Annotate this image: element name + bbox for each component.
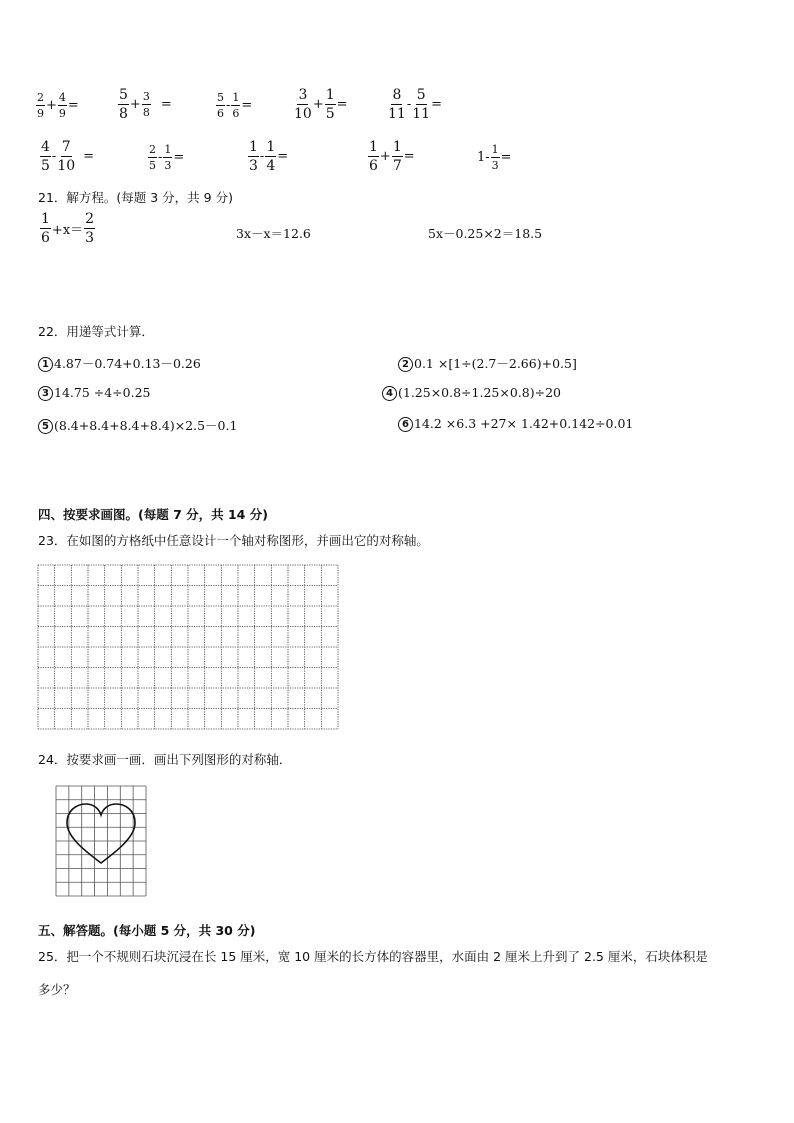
calc-item-3: 3 14.75 ÷4÷0.25 <box>38 385 151 401</box>
fraction-exercise: $\frac{2}{9}$ + $\frac{4}{9}$ = <box>37 91 79 120</box>
fraction: $\frac{2}{9}$ <box>37 91 44 120</box>
fraction-exercise: $\frac{8}{11}$ - $\frac{5}{11}$ = <box>388 87 442 122</box>
fraction: $\frac{1}{3}$ <box>491 143 499 172</box>
fraction: $\frac{5}{8}$ <box>119 87 128 122</box>
fraction: $\frac{4}{5}$ <box>41 139 50 174</box>
section-5-heading: 五、解答题。(每小题 5 分，共 30 分) <box>38 923 256 938</box>
fraction: $\frac{5}{6}$ <box>217 91 224 120</box>
fraction: $\frac{1}{4}$ <box>266 139 276 174</box>
fraction-exercise: $\frac{5}{8}$ + $\frac{3}{8}$ = <box>119 87 172 122</box>
section-4-heading: 四、按要求画图。(每题 7 分，共 14 分) <box>38 507 268 522</box>
fraction-exercise: $\frac{4}{5}$ - $\frac{7}{10}$ = <box>41 139 95 174</box>
fraction-exercise-row-2 <box>36 140 736 180</box>
equation-3: 5x－0.25×2＝18.5 <box>428 226 543 241</box>
fraction: $\frac{5}{11}$ <box>412 87 431 122</box>
fraction-exercise: $\frac{5}{6}$ - $\frac{1}{6}$ = <box>217 91 253 120</box>
fraction-exercise: $\frac{1}{6}$ + $\frac{1}{7}$ = <box>369 139 415 174</box>
question-21-title: 21．解方程。(每题 3 分，共 9 分) <box>38 190 233 205</box>
fraction: $\frac{1}{6}$ <box>369 139 378 174</box>
fraction: $\frac{7}{10}$ <box>57 139 76 174</box>
calc-item-1: 1 4.87－0.74+0.13－0.26 <box>38 354 201 372</box>
heart-grid-figure[interactable] <box>55 785 147 897</box>
calc-item-6: 6 14.2 ×6.3 +27× 1.42+0.142÷0.01 <box>398 416 633 432</box>
fraction: $\frac{3}{8}$ <box>142 90 150 119</box>
fraction: $\frac{1}{7}$ <box>392 139 402 174</box>
fraction: $\frac{2}{5}$ <box>149 143 156 172</box>
fraction: $\frac{1}{3}$ <box>164 143 172 172</box>
fraction-exercise: $\frac{1}{3}$ - $\frac{1}{4}$ = <box>249 139 289 174</box>
fraction-exercise: $\frac{3}{10}$ + $\frac{1}{5}$ = <box>294 87 348 122</box>
fraction: $\frac{8}{11}$ <box>388 87 406 122</box>
grid-paper[interactable] <box>37 564 339 730</box>
heart-shape <box>67 804 135 863</box>
fraction-exercise: 1- $\frac{1}{3}$ = <box>477 143 512 172</box>
question-24-text: 24．按要求画一画．画出下列图形的对称轴． <box>38 752 292 767</box>
question-23-text: 23．在如图的方格纸中任意设计一个轴对称图形，并画出它的对称轴。 <box>38 533 429 548</box>
fraction: $\frac{3}{10}$ <box>294 87 312 122</box>
fraction-exercise: $\frac{2}{5}$ - $\frac{1}{3}$ = <box>149 143 185 172</box>
question-25-line-1: 25．把一个不规则石块沉浸在长 15 厘米，宽 10 厘米的长方体的容器里，水面由 2 厘米上升到了 2.5 厘米，石块体积是 <box>38 949 708 964</box>
calc-item-2: 2 0.1 ×[1÷(2.7－2.66)+0.5] <box>398 354 577 372</box>
fraction: $\frac{2}{3}$ <box>85 211 95 246</box>
equation-1: $\frac{1}{6}$ +x＝ $\frac{2}{3}$ <box>41 211 95 246</box>
question-22-title: 22．用递等式计算． <box>38 324 154 339</box>
calc-item-4: 4 (1.25×0.8÷1.25×0.8)÷20 <box>382 385 561 401</box>
fraction: $\frac{4}{9}$ <box>58 91 66 120</box>
fraction: $\frac{1}{3}$ <box>249 139 258 174</box>
fraction: $\frac{1}{6}$ <box>41 211 50 246</box>
question-25-line-2: 多少？ <box>38 982 76 997</box>
calc-item-5: 5 (8.4+8.4+8.4+8.4)×2.5－0.1 <box>38 416 237 434</box>
fraction-exercise-row-1 <box>36 88 736 128</box>
fraction: $\frac{1}{6}$ <box>232 91 240 120</box>
fraction: $\frac{1}{5}$ <box>325 87 335 122</box>
equation-2: 3x－x＝12.6 <box>236 226 311 241</box>
